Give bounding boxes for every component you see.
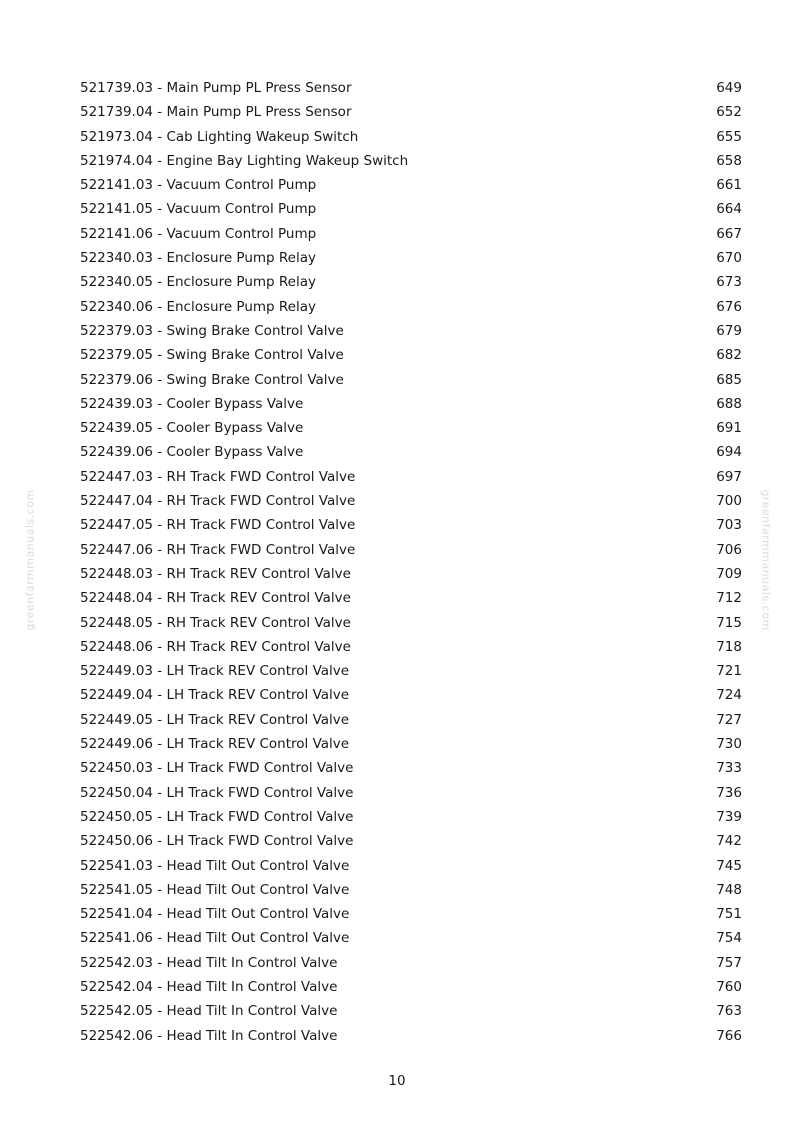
toc-entry-title: 522141.06 - Vacuum Control Pump (80, 225, 317, 242)
toc-entry-title: 522448.03 - RH Track REV Control Valve (80, 565, 351, 582)
toc-entry-page: 682 (716, 347, 742, 364)
toc-entry[interactable] (80, 926, 742, 950)
toc-entry[interactable] (80, 343, 742, 367)
toc-entry-title: 522448.04 - RH Track REV Control Valve (80, 590, 351, 607)
toc-entry[interactable] (80, 586, 742, 610)
toc-entry[interactable] (80, 756, 742, 780)
toc-entry-page: 754 (716, 930, 742, 947)
toc-entry[interactable] (80, 902, 742, 926)
toc-entry-title: 522541.06 - Head Tilt Out Control Valve (80, 930, 350, 947)
toc-entry-page: 676 (716, 298, 742, 315)
toc-entry[interactable] (80, 489, 742, 513)
toc-entry[interactable] (80, 538, 742, 562)
toc-entry[interactable] (80, 222, 742, 246)
toc-entry-page: 760 (716, 978, 742, 995)
toc-entry[interactable] (80, 611, 742, 635)
toc-entry-title: 522439.03 - Cooler Bypass Valve (80, 395, 304, 412)
table-of-contents (80, 76, 742, 1048)
toc-entry-title: 522450.05 - LH Track FWD Control Valve (80, 808, 354, 825)
toc-entry-page: 685 (716, 371, 742, 388)
toc-entry-page: 745 (716, 857, 742, 874)
toc-entry-page: 748 (716, 881, 742, 898)
toc-entry-title: 522450.06 - LH Track FWD Control Valve (80, 833, 354, 850)
toc-entry[interactable] (80, 197, 742, 221)
watermark-left: greenfarmmanuals.com (23, 489, 37, 631)
toc-entry[interactable] (80, 513, 742, 537)
toc-entry[interactable] (80, 149, 742, 173)
toc-entry[interactable] (80, 416, 742, 440)
toc-entry-page: 724 (716, 687, 742, 704)
toc-entry-page: 697 (716, 468, 742, 485)
toc-entry-title: 522447.03 - RH Track FWD Control Valve (80, 468, 356, 485)
toc-entry-page: 709 (716, 565, 742, 582)
toc-entry-title: 522439.05 - Cooler Bypass Valve (80, 420, 304, 437)
toc-entry-title: 522450.03 - LH Track FWD Control Valve (80, 760, 354, 777)
toc-entry[interactable] (80, 562, 742, 586)
toc-entry-title: 522379.03 - Swing Brake Control Valve (80, 322, 344, 339)
toc-entry-page: 670 (716, 250, 742, 267)
toc-entry[interactable] (80, 173, 742, 197)
toc-entry[interactable] (80, 465, 742, 489)
toc-entry-page: 694 (716, 444, 742, 461)
toc-entry-title: 522542.06 - Head Tilt In Control Valve (80, 1027, 338, 1044)
toc-entry-title: 522449.06 - LH Track REV Control Valve (80, 736, 350, 753)
toc-entry[interactable] (80, 270, 742, 294)
toc-entry[interactable] (80, 951, 742, 975)
toc-entry-title: 522542.04 - Head Tilt In Control Valve (80, 978, 338, 995)
toc-entry-title: 522541.05 - Head Tilt Out Control Valve (80, 881, 350, 898)
toc-entry-page: 661 (716, 177, 742, 194)
toc-entry[interactable] (80, 368, 742, 392)
toc-entry-page: 742 (716, 833, 742, 850)
toc-entry-page: 763 (716, 1003, 742, 1020)
toc-entry-title: 522449.03 - LH Track REV Control Valve (80, 663, 350, 680)
toc-entry-page: 766 (716, 1027, 742, 1044)
toc-entry[interactable] (80, 805, 742, 829)
toc-entry-title: 522541.03 - Head Tilt Out Control Valve (80, 857, 350, 874)
watermark-right: greenfarmmanuals.com (759, 489, 773, 631)
toc-entry-page: 652 (716, 104, 742, 121)
toc-entry-title: 521739.04 - Main Pump PL Press Sensor (80, 104, 352, 121)
toc-entry[interactable] (80, 854, 742, 878)
toc-entry-title: 522541.04 - Head Tilt Out Control Valve (80, 906, 350, 923)
toc-entry-page: 733 (716, 760, 742, 777)
toc-entry[interactable] (80, 999, 742, 1023)
toc-entry[interactable] (80, 635, 742, 659)
toc-entry-page: 757 (716, 954, 742, 971)
toc-entry-page: 664 (716, 201, 742, 218)
toc-entry[interactable] (80, 975, 742, 999)
toc-entry-title: 522340.05 - Enclosure Pump Relay (80, 274, 316, 291)
toc-entry-title: 522379.05 - Swing Brake Control Valve (80, 347, 344, 364)
toc-entry-page: 736 (716, 784, 742, 801)
toc-entry[interactable] (80, 708, 742, 732)
toc-entry-title: 522141.05 - Vacuum Control Pump (80, 201, 317, 218)
toc-entry-page: 700 (716, 493, 742, 510)
toc-entry-title: 522542.03 - Head Tilt In Control Valve (80, 954, 338, 971)
toc-entry-title: 522141.03 - Vacuum Control Pump (80, 177, 317, 194)
toc-entry-title: 521973.04 - Cab Lighting Wakeup Switch (80, 128, 359, 145)
toc-entry-page: 673 (716, 274, 742, 291)
toc-entry-page: 712 (716, 590, 742, 607)
toc-entry-title: 522439.06 - Cooler Bypass Valve (80, 444, 304, 461)
toc-entry-page: 718 (716, 638, 742, 655)
toc-entry[interactable] (80, 246, 742, 270)
toc-entry-title: 522379.06 - Swing Brake Control Valve (80, 371, 344, 388)
toc-entry-page: 688 (716, 395, 742, 412)
toc-entry[interactable] (80, 829, 742, 853)
toc-entry-title: 522542.05 - Head Tilt In Control Valve (80, 1003, 338, 1020)
toc-entry-title: 522450.04 - LH Track FWD Control Valve (80, 784, 354, 801)
toc-entry[interactable] (80, 100, 742, 124)
toc-entry[interactable] (80, 440, 742, 464)
toc-entry[interactable] (80, 878, 742, 902)
toc-entry-title: 521974.04 - Engine Bay Lighting Wakeup Switch (80, 152, 409, 169)
toc-entry-page: 691 (716, 420, 742, 437)
toc-entry-title: 522447.06 - RH Track FWD Control Valve (80, 541, 356, 558)
toc-entry-title: 522340.03 - Enclosure Pump Relay (80, 250, 316, 267)
toc-entry-page: 706 (716, 541, 742, 558)
toc-entry[interactable] (80, 781, 742, 805)
toc-entry[interactable] (80, 659, 742, 683)
toc-entry-page: 655 (716, 128, 742, 145)
toc-entry-page: 751 (716, 906, 742, 923)
toc-entry[interactable] (80, 683, 742, 707)
toc-entry[interactable] (80, 732, 742, 756)
page-number: 10 (388, 1073, 406, 1089)
toc-entry-title: 522447.05 - RH Track FWD Control Valve (80, 517, 356, 534)
toc-entry-page: 679 (716, 322, 742, 339)
toc-entry-page: 649 (716, 80, 742, 96)
toc-entry-page: 727 (716, 711, 742, 728)
toc-entry-title: 522448.06 - RH Track REV Control Valve (80, 638, 351, 655)
toc-entry[interactable] (80, 76, 742, 100)
toc-entry[interactable] (80, 319, 742, 343)
toc-entry-title: 522447.04 - RH Track FWD Control Valve (80, 493, 356, 510)
toc-entry[interactable] (80, 1024, 742, 1048)
toc-entry[interactable] (80, 295, 742, 319)
toc-entry-page: 739 (716, 808, 742, 825)
toc-entry-title: 522448.05 - RH Track REV Control Valve (80, 614, 351, 631)
toc-entry-page: 730 (716, 736, 742, 753)
toc-entry-title: 522449.05 - LH Track REV Control Valve (80, 711, 350, 728)
toc-entry-title: 522449.04 - LH Track REV Control Valve (80, 687, 350, 704)
toc-entry[interactable] (80, 392, 742, 416)
toc-entry-page: 703 (716, 517, 742, 534)
toc-entry-page: 715 (716, 614, 742, 631)
toc-entry-title: 522340.06 - Enclosure Pump Relay (80, 298, 316, 315)
toc-entry-title: 521739.03 - Main Pump PL Press Sensor (80, 80, 352, 96)
toc-entry-page: 667 (716, 225, 742, 242)
toc-entry[interactable] (80, 125, 742, 149)
toc-entry-page: 658 (716, 152, 742, 169)
toc-entry-page: 721 (716, 663, 742, 680)
